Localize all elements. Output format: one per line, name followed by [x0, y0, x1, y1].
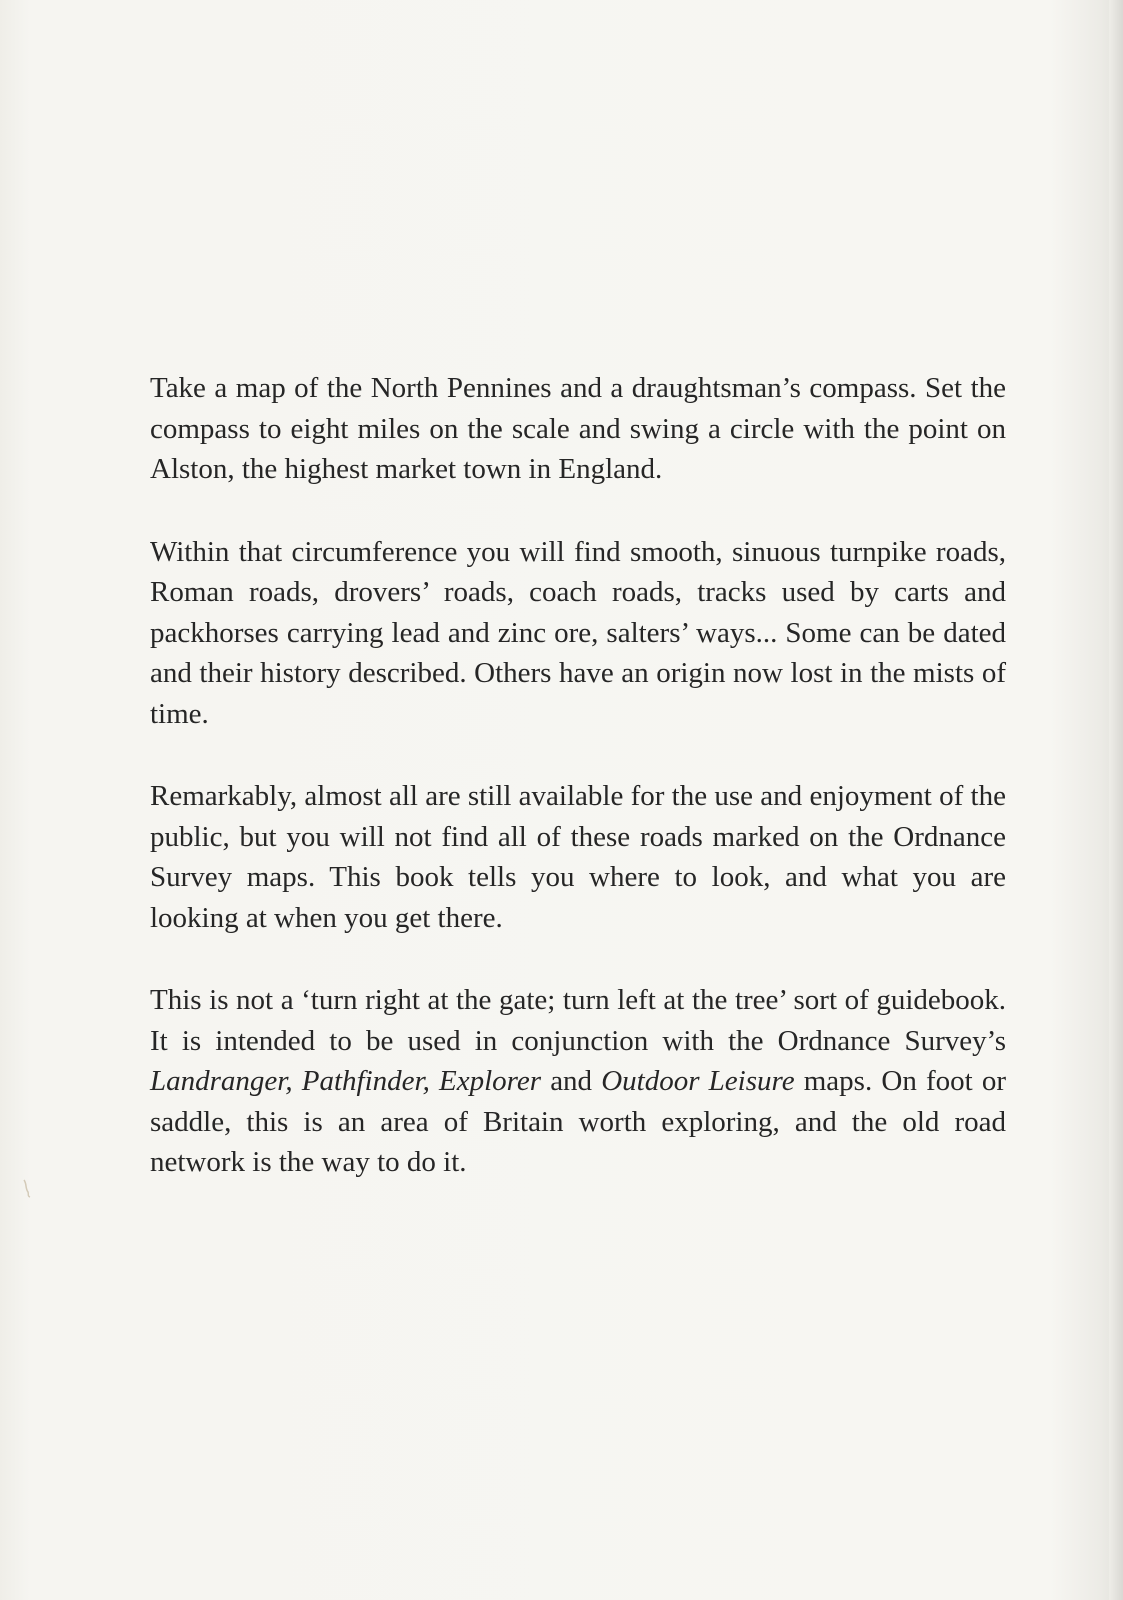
- paper-blemish: [22, 1178, 32, 1198]
- paragraph-1: [150, 368, 1006, 490]
- text-run: maps. On foot or saddle, this is an area of Britain worth exploring, and the old road network is the way to do it.: [150, 1065, 1006, 1178]
- blurb-text: [150, 368, 1006, 1183]
- italic-map-title: Explorer: [439, 1065, 542, 1097]
- text-run: This is not a ‘turn right at the gate; turn left at the tree’ sort of guidebook. It is intended to be used in conjunction with the Ordnance Survey’s: [150, 984, 1006, 1057]
- text-run: Within that circumference you will find smooth, sinuous turnpike roads, Roman roads, drovers’ roads, coach roads, tracks used by carts and packhorses carrying lead and zinc ore, salters’ ways... Some can be dated and their history described. Others have an origin now lost in the mists of time.: [150, 535, 1006, 730]
- text-run: [430, 1065, 439, 1097]
- paragraph-2: [150, 532, 1006, 735]
- paragraph-4: [150, 980, 1006, 1183]
- italic-map-title: Landranger,: [150, 1065, 293, 1097]
- page-edge-shadow: [1109, 0, 1123, 1600]
- italic-map-title: Outdoor Leisure: [601, 1065, 795, 1097]
- italic-map-title: Pathfinder,: [301, 1065, 430, 1097]
- text-run: Take a map of the North Pennines and a draughtsman’s compass. Set the compass to eight miles on the scale and swing a circle with the point on Alston, the highest market town in England.: [150, 372, 1006, 485]
- paragraph-3: [150, 776, 1006, 938]
- text-run: [293, 1065, 302, 1097]
- text-run: Remarkably, almost all are still available for the use and enjoyment of the public, but you will not find all of these roads marked on the Ordnance Survey maps. This book tells you where to look, and what you are looking at when you get there.: [150, 780, 1006, 934]
- text-run: and: [541, 1065, 602, 1097]
